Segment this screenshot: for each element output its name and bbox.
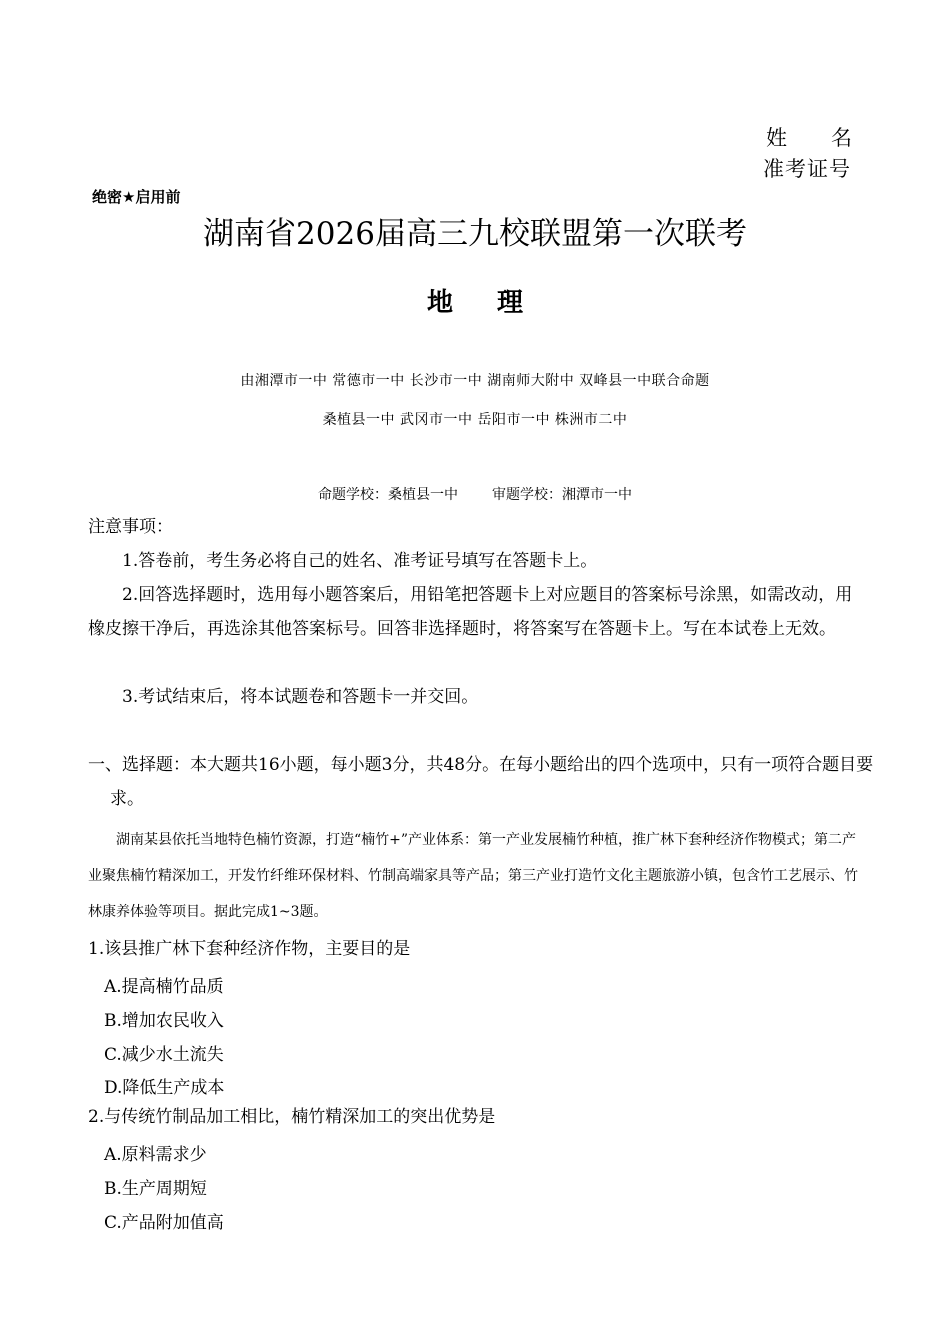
question-1-option-c: C.减少水土流失	[104, 1045, 224, 1065]
question-2-option-a: A.原料需求少	[104, 1145, 207, 1165]
question-2-option-c: C.产品附加值高	[104, 1213, 224, 1233]
exam-title: 湖南省2026届高三九校联盟第一次联考	[203, 216, 747, 252]
section-heading: 一、选择题：本大题共16小题，每小题3分，共48分。在每小题给出的四个选项中，只有一项符合题目要求。	[88, 755, 874, 809]
reviewer-school: 审题学校：湘潭市一中	[492, 487, 632, 503]
question-1-option-a: A.提高楠竹品质	[104, 977, 224, 997]
notice-item-2: 2.回答选择题时，选用每小题答案后，用铅笔把答题卡上对应题目的答案标号涂黑，如需改动，用橡皮擦干净后，再选涂其他答案标号。回答非选择题时，将答案写在答题卡上。写在本试卷上无效。	[88, 585, 853, 639]
question-2-stem: 2.与传统竹制品加工相比，楠竹精深加工的突出优势是	[88, 1107, 496, 1127]
question-1-option-d: D.降低生产成本	[104, 1078, 225, 1098]
school-list-line-2: 桑植县一中 武冈市一中 岳阳市一中 株洲市二中	[322, 412, 628, 428]
question-1-stem: 1.该县推广林下套种经济作物，主要目的是	[88, 939, 411, 959]
school-list-line-1: 由湘潭市一中 常德市一中 长沙市一中 湖南师大附中 双峰县一中联合命题	[240, 373, 710, 389]
notice-heading: 注意事项：	[88, 517, 173, 537]
question-2-option-b: B.生产周期短	[104, 1179, 207, 1199]
setter-info	[0, 484, 950, 504]
notice-item-3: 3.考试结束后，将本试题卷和答题卡一并交回。	[122, 687, 479, 707]
exam-id-field: 准考证号	[763, 157, 851, 181]
proposer-school: 命题学校：桑植县一中	[318, 487, 458, 503]
notice-item-1: 1.答卷前，考生务必将自己的姓名、准考证号填写在答题卡上。	[122, 551, 598, 571]
subject-title: 地理	[426, 288, 567, 318]
confidential-mark: 绝密★启用前	[92, 188, 181, 206]
candidate-name-field: 姓名	[766, 126, 896, 150]
question-1-option-b: B.增加农民收入	[104, 1011, 224, 1031]
reading-passage: 湖南某县依托当地特色楠竹资源，打造“楠竹+”产业体系：第一产业发展楠竹种植，推广林下套种经济作物模式；第二产业聚焦楠竹精深加工，开发竹纤维环保材料、竹制高端家具等产品；第三产业打造竹文化主题旅游小镇，包含竹工艺展示、竹林康养体验等项目。据此完成1~3题。	[88, 832, 858, 920]
